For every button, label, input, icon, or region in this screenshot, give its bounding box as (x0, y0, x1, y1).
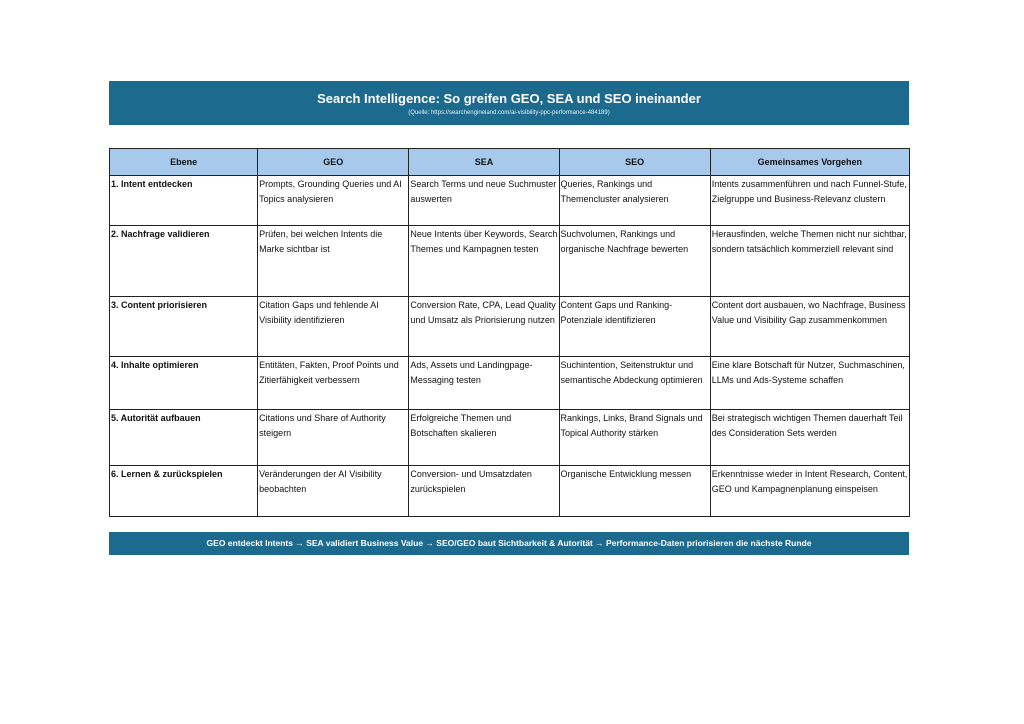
common-approach-cell: Herausfinden, welche Themen nicht nur sichtbar, sondern tatsächlich kommerziell relevant sind (710, 226, 909, 297)
seo-cell: Queries, Rankings und Themencluster analysieren (559, 176, 710, 226)
header-banner (109, 81, 909, 125)
table-header-row (110, 149, 910, 176)
row-level-cell: 5. Autorität aufbauen (110, 410, 258, 466)
sea-cell: Ads, Assets und Landingpage-Messaging testen (409, 357, 559, 410)
comparison-table-container (109, 148, 910, 518)
column-header-seo: SEO (559, 149, 710, 176)
seo-cell: Content Gaps und Ranking-Potenziale identifizieren (559, 297, 710, 357)
seo-cell: Rankings, Links, Brand Signals und Topical Authority stärken (559, 410, 710, 466)
comparison-table (109, 148, 910, 517)
geo-cell: Citation Gaps und fehlende AI Visibility identifizieren (258, 297, 409, 357)
column-header-gemeinsames-vorgehen: Gemeinsames Vorgehen (710, 149, 909, 176)
column-header-ebene: Ebene (110, 149, 258, 176)
common-approach-cell: Erkenntnisse wieder in Intent Research, Content, GEO und Kampagnenplanung einspeisen (710, 466, 909, 517)
geo-cell: Prüfen, bei welchen Intents die Marke sichtbar ist (258, 226, 409, 297)
sea-cell: Erfolgreiche Themen und Botschaften skalieren (409, 410, 559, 466)
common-approach-cell: Eine klare Botschaft für Nutzer, Suchmaschinen, LLMs und Ads-Systeme schaffen (710, 357, 909, 410)
footer-summary-banner: GEO entdeckt Intents → SEA validiert Business Value → SEO/GEO baut Sichtbarkeit & Autorität → Performance-Daten priorisieren die nächste Runde (109, 532, 909, 555)
column-header-geo: GEO (258, 149, 409, 176)
geo-cell: Veränderungen der AI Visibility beobachten (258, 466, 409, 517)
sea-cell: Conversion- und Umsatzdaten zurückspielen (409, 466, 559, 517)
row-level-cell: 2. Nachfrage validieren (110, 226, 258, 297)
seo-cell: Suchvolumen, Rankings und organische Nachfrage bewerten (559, 226, 710, 297)
geo-cell: Citations und Share of Authority steigern (258, 410, 409, 466)
geo-cell: Prompts, Grounding Queries und AI Topics analysieren (258, 176, 409, 226)
geo-cell: Entitäten, Fakten, Proof Points und Zitierfähigkeit verbessern (258, 357, 409, 410)
common-approach-cell: Bei strategisch wichtigen Themen dauerhaft Teil des Consideration Sets werden (710, 410, 909, 466)
table-row (110, 226, 910, 297)
seo-cell: Organische Entwicklung messen (559, 466, 710, 517)
table-row (110, 410, 910, 466)
row-level-cell: 4. Inhalte optimieren (110, 357, 258, 410)
table-row (110, 176, 910, 226)
source-note: (Quelle: https://searchengineland.com/ai-visibility-ppc-performance-484189) (408, 110, 610, 116)
row-level-cell: 1. Intent entdecken (110, 176, 258, 226)
row-level-cell: 6. Lernen & zurückspielen (110, 466, 258, 517)
seo-cell: Suchintention, Seitenstruktur und semantische Abdeckung optimieren (559, 357, 710, 410)
sea-cell: Neue Intents über Keywords, Search Themes und Kampagnen testen (409, 226, 559, 297)
common-approach-cell: Intents zusammenführen und nach Funnel-Stufe, Zielgruppe und Business-Relevanz clustern (710, 176, 909, 226)
column-header-sea: SEA (409, 149, 559, 176)
sea-cell: Search Terms und neue Suchmuster auswerten (409, 176, 559, 226)
sea-cell: Conversion Rate, CPA, Lead Quality und Umsatz als Priorisierung nutzen (409, 297, 559, 357)
row-level-cell: 3. Content priorisieren (110, 297, 258, 357)
table-row (110, 357, 910, 410)
table-row (110, 297, 910, 357)
table-row (110, 466, 910, 517)
page-title: Search Intelligence: So greifen GEO, SEA und SEO ineinander (317, 91, 701, 106)
common-approach-cell: Content dort ausbauen, wo Nachfrage, Business Value und Visibility Gap zusammenkommen (710, 297, 909, 357)
